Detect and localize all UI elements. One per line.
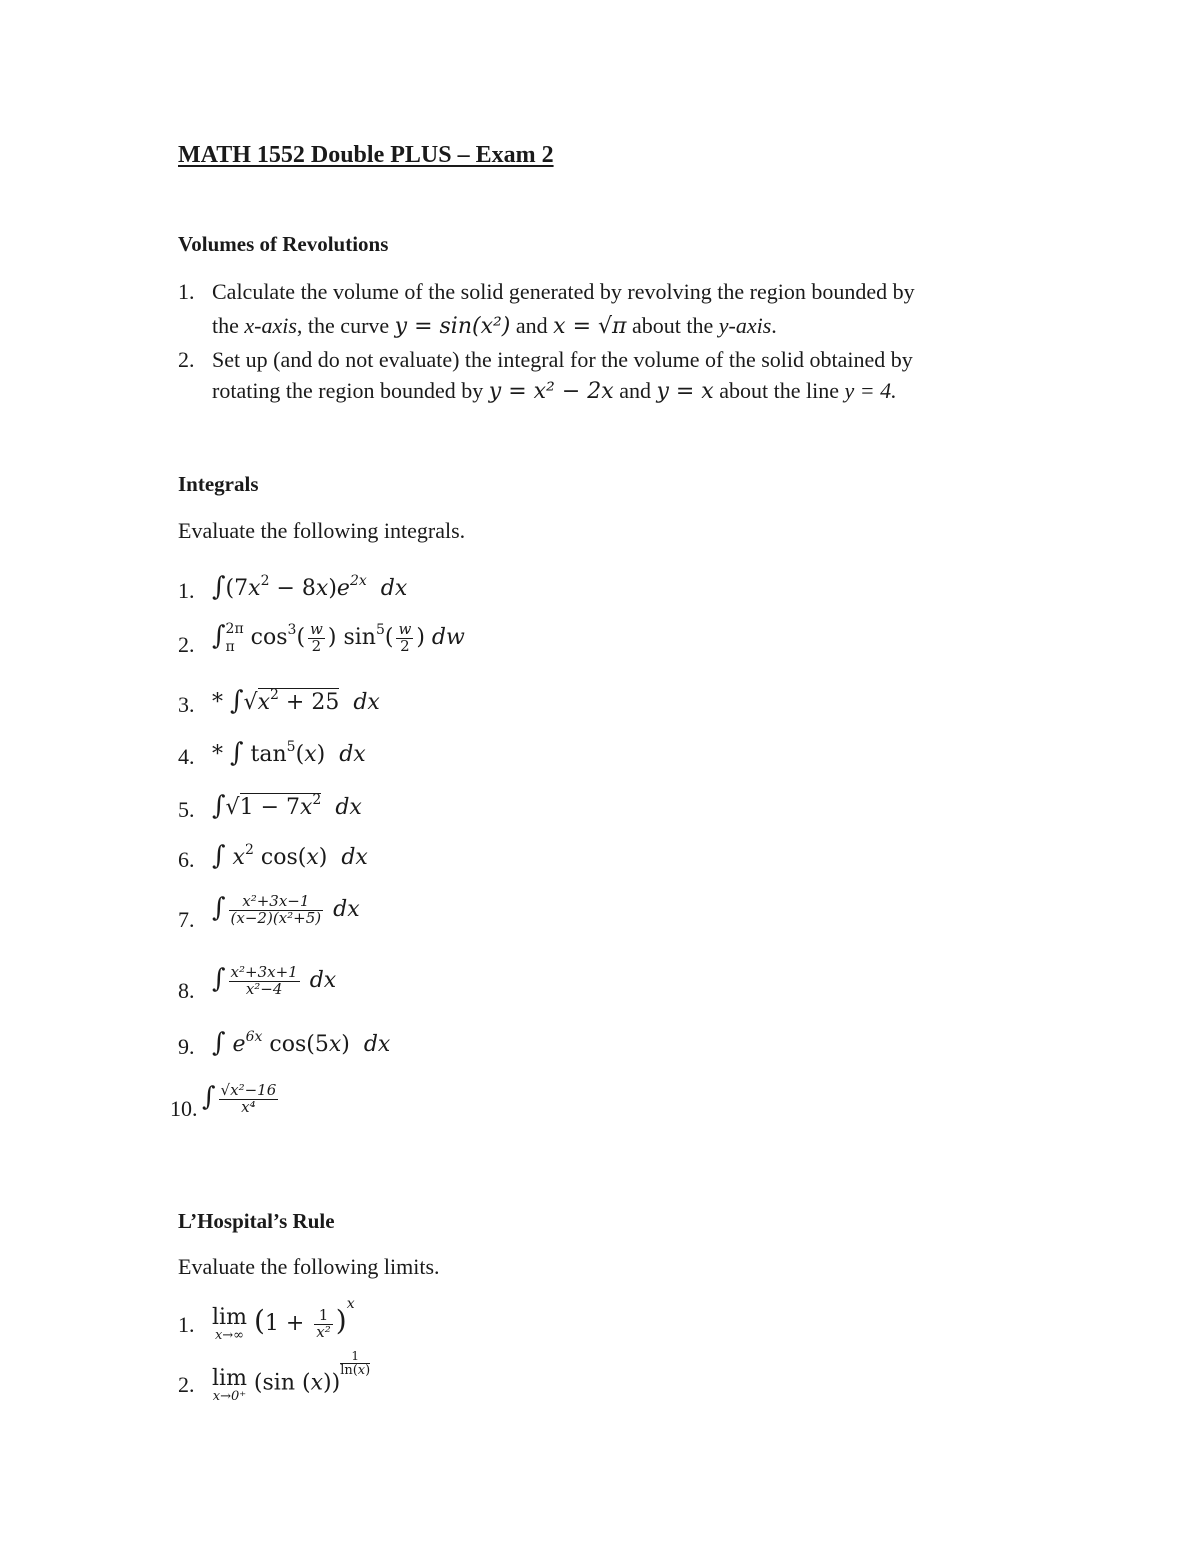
integral-5-number: 5.	[178, 797, 195, 822]
integral-5-expression: $\int√1 - 7x^2$ dx	[212, 791, 362, 821]
page-title: MATH 1552 Double PLUS – Exam 2	[178, 142, 554, 168]
integral-10-number: 10.	[170, 1096, 198, 1121]
volume-problem-1-number: 1.	[178, 279, 195, 304]
integral-6-number: 6.	[178, 847, 195, 872]
integral-7-number: 7.	[178, 907, 195, 932]
volume-problem-1-line2: the x-axis, the curve y = sin(x²) and x = √π about the y-axis.	[212, 313, 777, 339]
section-heading-volumes: Volumes of Revolutions	[178, 232, 389, 256]
volume-problem-2-line1: Set up (and do not evaluate) the integral for the volume of the solid obtained by	[212, 347, 913, 372]
integral-3-number: 3.	[178, 692, 195, 717]
integral-8-number: 8.	[178, 978, 195, 1003]
math-line: y = x	[656, 379, 714, 404]
volume-problem-1-line1: Calculate the volume of the solid generated by revolving the region bounded by	[212, 279, 915, 304]
volume-problem-2-line2: rotating the region bounded by y = x² − 2x and y = x about the line y = 4.	[212, 378, 897, 404]
limit-2-number: 2.	[178, 1372, 195, 1397]
integral-6-expression: ∫ $x^2$ cos(x) dx	[212, 841, 368, 871]
section-heading-integrals: Integrals	[178, 472, 259, 496]
lhospital-instruction: Evaluate the following limits.	[178, 1254, 440, 1279]
integral-4-expression: * ∫ $\tan^5(x)$ dx	[212, 738, 366, 768]
integral-4-number: 4.	[178, 744, 195, 769]
integral-7-expression: ∫ $\frac{\text{x²+3x−1}}{\text{(x−2)(x²+5)}}$ dx	[212, 891, 360, 927]
integral-8-expression: ∫ $\frac{\text{x²+3x+1}}{\text{x²−4}}$ dx	[212, 962, 337, 998]
integral-1-number: 1.	[178, 578, 195, 603]
limit-1-number: 1.	[178, 1312, 195, 1337]
limit-1-expression: lim x→∞ (1 + $\frac{1}{\text{x²}}$ )$^x$	[212, 1296, 355, 1343]
integral-9-number: 9.	[178, 1034, 195, 1059]
integral-2-expression: ∫ 2π π $\cos^3$( $\frac{w}{2}$ ) $\sin^5$( $\frac{w}{2}$ ) dw	[212, 619, 465, 656]
section-heading-lhospital: L’Hospital’s Rule	[178, 1209, 335, 1233]
math-parabola: y = x² − 2x	[488, 379, 614, 404]
volume-problem-2-number: 2.	[178, 347, 195, 372]
integral-9-expression: ∫ $e^{6x}$ cos(5x) dx	[212, 1028, 391, 1058]
limit-2-expression: lim x→0⁺ (sin (x)) $\frac{1}{\ln(x)}$	[212, 1349, 371, 1404]
math-bound: x = √π	[553, 314, 627, 339]
integral-10-expression: ∫ $\frac{\text{√x²−16}}{\text{x⁴}}$	[202, 1080, 277, 1116]
integral-2-number: 2.	[178, 632, 195, 657]
math-curve: y = sin(x²)	[394, 314, 511, 339]
integrals-instruction: Evaluate the following integrals.	[178, 518, 466, 543]
integral-3-expression: * $\int√x^2 + 25$ dx	[212, 686, 380, 716]
integral-1-expression: $\int(7x^2 - 8x)e^{2x}$ dx	[212, 572, 408, 602]
